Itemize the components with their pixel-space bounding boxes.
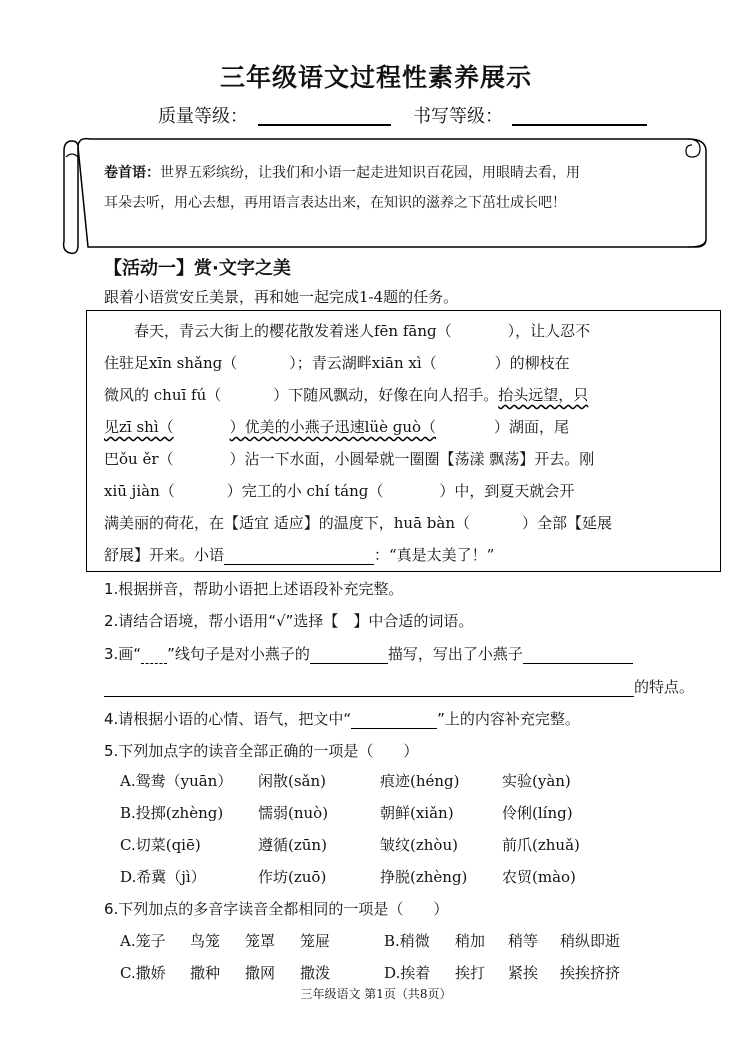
passage-line-5: 巴ǒu ěr（ ）沾一下水面，小圆晕就一圈圈【荡漾 飘荡】开去。刚 xyxy=(104,450,595,468)
page-footer: 三年级语文 第1页（共8页） xyxy=(300,987,452,1001)
q6-option-d: 紧挨 xyxy=(508,964,539,982)
writing-grade-blank xyxy=(512,104,647,126)
question-1: 1.根据拼音，帮助小语把上述语段补充完整。 xyxy=(104,580,404,598)
passage-line-6: xiū jiàn（ ）完工的小 chí tánɡ（ ）中，到夏天就会开 xyxy=(104,482,575,500)
q6-option-a: A.笼子 xyxy=(120,932,166,950)
q5-option-d: D.希冀（jì） xyxy=(120,868,206,886)
q6-option-a: 笼屉 xyxy=(300,932,331,950)
q5-option-d: 挣脱(zhèng) xyxy=(380,868,468,886)
passage-line-4: 见zī shì（ ）优美的小燕子迅速lüè ɡuò（ ）湖面，尾 xyxy=(104,418,570,436)
passage-line-3: 微风的 chuī fú（ ）下随风飘动，好像在向人招手。抬头远望，只 xyxy=(104,386,589,404)
passage-line-8: 舒展】开来。小语 ：“真是太美了！” xyxy=(104,546,495,564)
passage-line-1: 春天，青云大街上的樱花散发着迷人fēn fānɡ（ ），让人忍不 xyxy=(134,322,591,340)
q5-option-a: 闲散(sǎn) xyxy=(258,772,327,790)
q6-option-b: 稍加 xyxy=(455,932,486,950)
q5-option-d: 农贸(mào) xyxy=(502,868,576,886)
preface-label: 卷首语： xyxy=(104,165,160,181)
q5-option-a: 痕迹(héng) xyxy=(380,772,460,790)
question-3: 3.画“ ”线句子是对小燕子的 描写，写出了小燕子 xyxy=(104,643,633,664)
q5-option-d: 作坊(zuō) xyxy=(258,868,327,886)
question-6: 6.下列加点的多音字读音全都相同的一项是（ ） xyxy=(104,900,449,918)
q5-option-b: 懦弱(nuò) xyxy=(258,804,329,822)
passage-line-7: 满美丽的荷花，在【适宜 适应】的温度下，huā bàn（ ）全部【延展 xyxy=(104,514,613,532)
q5-option-b: 朝鲜(xiǎn) xyxy=(380,804,454,822)
question-4: 4.请根据小语的心情、语气，把文中“ ”上的内容补充完整。 xyxy=(104,710,580,728)
q6-option-c: 撒泼 xyxy=(300,964,331,982)
q5-option-c: 前爪(zhuǎ) xyxy=(502,836,580,854)
q5-option-c: 遵循(zūn) xyxy=(258,836,327,854)
q6-option-d: 挨挨挤挤 xyxy=(560,964,621,982)
q6-option-c: C.撒娇 xyxy=(120,964,166,982)
preface-line-1: 世界五彩缤纷，让我们和小语一起走进知识百花园，用眼睛去看，用 xyxy=(160,165,580,181)
q6-option-c: 撒网 xyxy=(245,964,276,982)
q6-option-a: 笼罩 xyxy=(245,932,276,950)
question-2: 2.请结合语境，帮小语用“√”选择【 】中合适的词语。 xyxy=(104,612,474,630)
q6-option-c: 撒种 xyxy=(190,964,221,982)
activity-intro: 跟着小语赏安丘美景，再和她一起完成1-4题的任务。 xyxy=(104,288,459,306)
q5-option-a: 实验(yàn) xyxy=(502,772,571,790)
q5-option-c: C.切菜(qiē) xyxy=(120,836,201,854)
activity-heading: 【活动一】赏·文字之美 xyxy=(104,258,291,279)
q5-option-b: B.投掷(zhèng) xyxy=(120,804,224,822)
q5-option-c: 皱纹(zhòu) xyxy=(380,836,458,854)
quality-grade-blank xyxy=(258,104,391,126)
quality-grade-label: 质量等级： xyxy=(158,106,248,127)
preface-line-2: 耳朵去听，用心去想，再用语言表达出来，在知识的滋养之下茁壮成长吧！ xyxy=(104,195,566,211)
preface-text xyxy=(104,158,704,218)
q6-option-d: 挨打 xyxy=(455,964,486,982)
writing-grade-label: 书写等级： xyxy=(413,106,503,127)
passage-line-2: 住驻足xīn shǎnɡ（ ）；青云湖畔xiān xì（ ）的柳枝在 xyxy=(104,354,570,372)
q6-option-d: D.挨着 xyxy=(384,964,431,982)
q6-option-b: 稍等 xyxy=(508,932,539,950)
page-title: 三年级语文过程性素养展示 xyxy=(219,63,532,92)
q5-option-a: A.鸳鸯（yuān） xyxy=(120,772,233,790)
q6-option-b: 稍纵即逝 xyxy=(560,932,621,950)
wavy-underlined-sentence: 抬头远望，只 xyxy=(498,386,589,404)
q5-option-b: 伶俐(líng) xyxy=(502,804,573,822)
q6-option-a: 鸟笼 xyxy=(190,932,221,950)
speech-blank xyxy=(224,548,374,565)
question-5: 5.下列加点字的读音全部正确的一项是（ ） xyxy=(104,742,419,760)
question-3-cont: 的特点。 xyxy=(104,676,694,697)
q6-option-b: B.稍微 xyxy=(384,932,430,950)
